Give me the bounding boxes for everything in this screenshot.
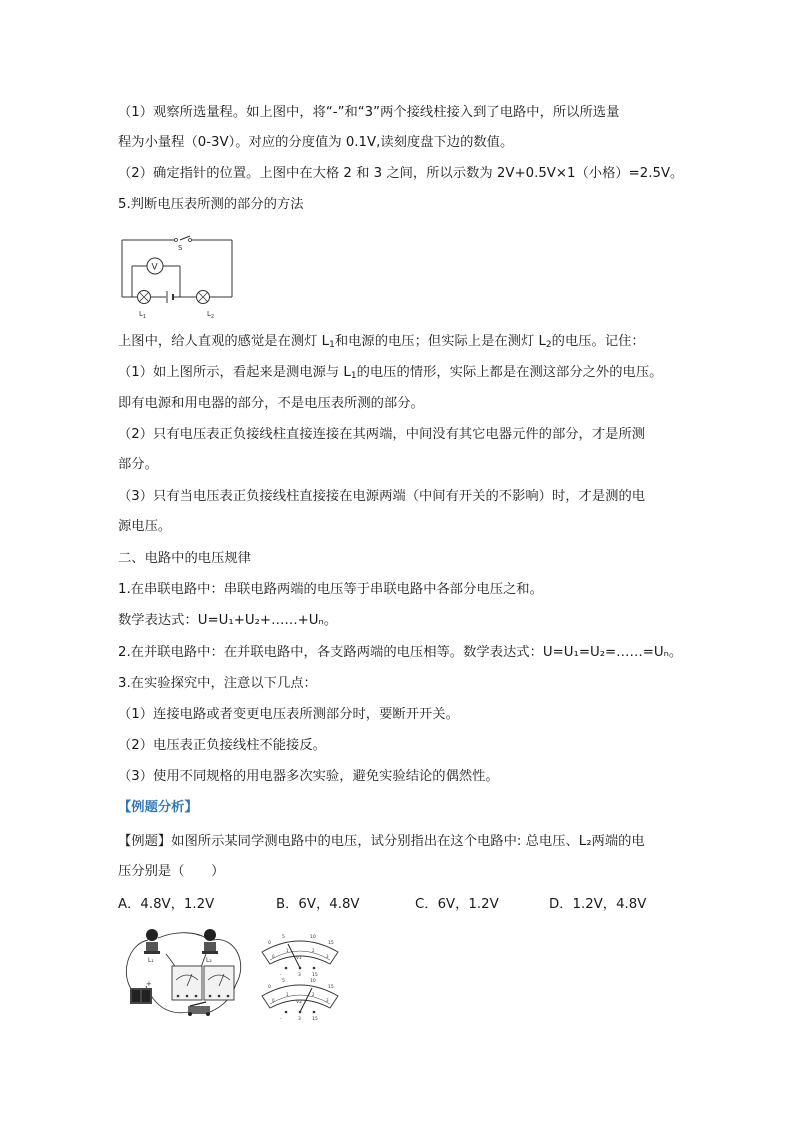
tick-label: 0 [272,998,275,1003]
option-c[interactable]: C．6V，1.2V [415,897,499,912]
meter-name: V2 [296,1000,302,1005]
terminal-label: - [280,973,282,978]
terminal-label: 15 [312,1017,318,1022]
voltmeter-icon [204,966,234,1000]
tick-label: 3 [326,998,329,1003]
note-item-1: （1）连接电路或者变更电压表所测部分时，要断开开关。 [118,707,459,722]
paragraph-note3: （3）只有当电压表正负接线柱直接接在电源两端（中间有开关的不影响）时，才是测的电 [118,489,646,504]
paragraph-observation: 上图中，给人直观的感觉是在测灯 $L_1$和电源的电压；但实际上是在测灯 $L_2$的电压。记住： [118,334,645,350]
bulb-icon [202,929,218,954]
circuit-diagram [118,230,238,320]
paragraph-range: （1）观察所选量程。如上图中，将“-”和“3”两个接线柱接入到了电路中，所以所选量 [118,105,620,120]
tick-label: 2 [312,948,315,953]
tick-label: 10 [310,979,316,984]
lamp2-label: $L_2$ [207,310,215,320]
question-text-cont: 压分别是（ ） [118,864,225,879]
switch-label: S [178,244,183,252]
terminal-label: 3 [298,973,301,978]
paragraph-note3-cont: 源电压。 [118,519,172,534]
battery-icon [167,291,173,303]
section-title: 二、电路中的电压规律 [118,551,251,566]
question-text: 【例题】如图所示某同学测电路中的电压，试分别指出在这个电路中: 总电压、L₂两端的电 [118,834,645,849]
rule-parallel: 2.在并联电路中：在并联电路中，各支路两端的电压相等。数学表达式：U=U₁=U₂=……=Uₙ。 [118,645,683,660]
meter-dials [258,930,348,1022]
terminal-label: - [280,1017,282,1022]
tick-label: 2 [312,992,315,997]
paragraph-note2-cont: 部分。 [118,457,158,472]
paragraph-note2: （2）只有电压表正负接线柱直接连接在其两端，中间没有其它电器元件的部分，才是所测 [118,427,646,442]
lamp1-label: $L_1$ [139,310,147,320]
switch-icon [188,1002,210,1016]
photo-lamp2-label: L₂ [206,957,212,964]
rule-series-formula: 数学表达式：U=U₁+U₂+……+Uₙ。 [118,613,338,628]
option-d[interactable]: D．1.2V，4.8V [549,897,647,912]
tick-label: 0 [268,985,271,990]
experiment-photo [118,924,252,1020]
section-tag: 【例题分析】 [118,800,198,815]
tick-label: 5 [282,935,285,940]
tick-label: 1 [286,992,289,997]
paragraph-note1-cont: 即有电源和用电器的部分，不是电压表所测的部分。 [118,396,424,411]
battery-icon [130,988,152,1004]
photo-lamp1-label: L₁ [148,957,154,964]
tick-label: 15 [328,941,334,946]
tick-label: 5 [282,979,285,984]
rule-series: 1.在串联电路中：串联电路两端的电压等于串联电路中各部分电压之和。 [118,582,543,597]
tick-label: 10 [310,935,316,940]
paragraph-range-cont: 程为小量程（0-3V）。对应的分度值为 0.1V,读刻度盘下边的数值。 [118,135,514,150]
paragraph-note1: （1）如上图所示，看起来是测电源与 $L_1$的电压的情形，实际上都是在测这部分之外的电压。 [118,365,663,381]
switch-icon [175,239,178,242]
lamp-icon [138,291,151,304]
tick-label: 0 [272,954,275,959]
note-item-3: （3）使用不同规格的用电器多次实验，避免实验结论的偶然性。 [118,769,499,784]
tick-label: 1 [286,948,289,953]
heading-method: 5.判断电压表所测的部分的方法 [118,197,304,212]
tick-label: 0 [268,941,271,946]
option-a[interactable]: A．4.8V，1.2V [118,897,215,912]
voltmeter-label: V [151,262,158,273]
rule-experiment: 3.在实验探究中，注意以下几点： [118,676,317,691]
meter-name: V1 [296,956,302,961]
battery-plus: + [146,980,152,988]
lamp-icon [197,291,210,304]
bulb-icon [144,929,160,954]
tick-label: 3 [326,954,329,959]
note-item-2: （2）电压表正负接线柱不能接反。 [118,738,326,753]
tick-label: 15 [328,985,334,990]
paragraph-pointer: （2）确定指针的位置。上图中在大格 2 和 3 之间，所以示数为 2V+0.5V×1（小格）=2.5V。 [118,166,684,181]
voltmeter-icon [172,966,202,1000]
terminal-label: 15 [312,973,318,978]
option-b[interactable]: B．6V，4.8V [276,897,360,912]
terminal-label: 3 [298,1017,301,1022]
